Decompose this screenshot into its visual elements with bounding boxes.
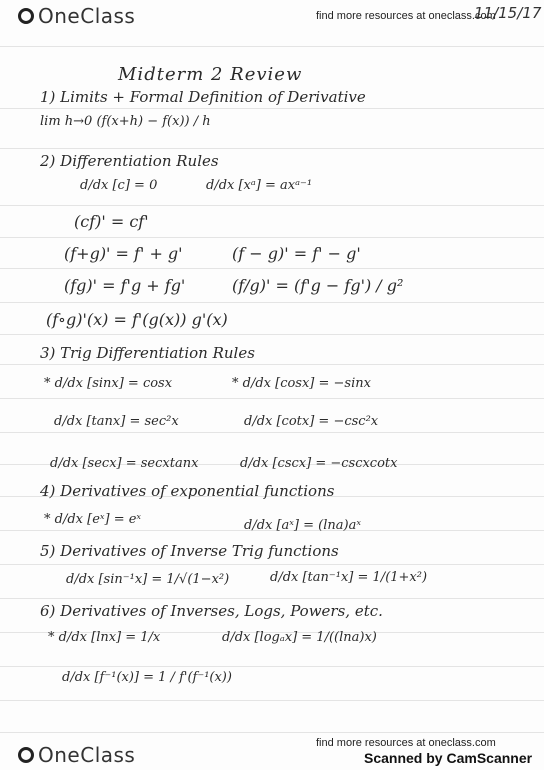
deriv-log-a: d/dx [logₐx] = 1/((lna)x) <box>222 630 377 645</box>
rule-constant: d/dx [c] = 0 <box>80 178 158 193</box>
ruled-line <box>0 398 544 399</box>
ruled-line <box>0 564 544 565</box>
find-more-link[interactable]: find more resources at oneclass.com <box>316 10 496 22</box>
scanner-watermark: Scanned by CamScanner <box>364 750 533 766</box>
note-date: 11/15/17 <box>474 4 542 22</box>
rule-sum: (f+g)' = f' + g' <box>64 244 183 263</box>
ruled-line <box>0 432 544 433</box>
rule-power: d/dx [xᵃ] = axᵃ⁻¹ <box>206 178 313 193</box>
page-title: Midterm 2 Review <box>118 64 303 85</box>
trig-tan: d/dx [tanx] = sec²x <box>54 414 179 429</box>
logo-text: OneClass <box>38 743 136 767</box>
logo-text: OneClass <box>38 4 136 28</box>
ruled-line <box>0 237 544 238</box>
limit-definition: lim h→0 (f(x+h) − f(x)) / h <box>40 114 211 129</box>
exp-e: * d/dx [eˣ] = eˣ <box>44 512 142 527</box>
trig-csc: d/dx [cscx] = −cscxcotx <box>240 456 398 471</box>
section-4-heading: 4) Derivatives of exponential functions <box>40 482 335 500</box>
ruled-line <box>0 334 544 335</box>
inverse-tan: d/dx [tan⁻¹x] = 1/(1+x²) <box>270 570 428 585</box>
ruled-line <box>0 700 544 701</box>
trig-sin: * d/dx [sinx] = cosx <box>44 376 173 391</box>
deriv-inverse-function: d/dx [f⁻¹(x)] = 1 / f'(f⁻¹(x)) <box>62 670 232 685</box>
ruled-line <box>0 364 544 365</box>
logo-ring-icon <box>18 747 34 763</box>
ruled-line <box>0 302 544 303</box>
oneclass-logo-footer[interactable] <box>18 743 135 767</box>
deriv-ln: * d/dx [lnx] = 1/x <box>48 630 161 645</box>
trig-cos: * d/dx [cosx] = −sinx <box>232 376 371 391</box>
section-2-heading: 2) Differentiation Rules <box>40 152 219 170</box>
ruled-line <box>0 732 544 733</box>
ruled-line <box>0 205 544 206</box>
rule-chain: (f∘g)'(x) = f'(g(x)) g'(x) <box>46 310 228 329</box>
exp-a: d/dx [aˣ] = (lna)aˣ <box>244 518 361 533</box>
section-3-heading: 3) Trig Differentiation Rules <box>40 344 255 362</box>
rule-product: (fg)' = f'g + fg' <box>64 276 186 295</box>
oneclass-logo[interactable] <box>18 4 135 28</box>
ruled-line <box>0 268 544 269</box>
ruled-line <box>0 148 544 149</box>
rule-difference: (f − g)' = f' − g' <box>232 244 361 263</box>
section-6-heading: 6) Derivatives of Inverses, Logs, Powers, etc. <box>40 602 383 620</box>
section-1-heading: 1) Limits + Formal Definition of Derivative <box>40 88 366 106</box>
ruled-line <box>0 108 544 109</box>
trig-sec: d/dx [secx] = secxtanx <box>50 456 199 471</box>
ruled-line <box>0 666 544 667</box>
rule-constant-multiple: (cf)' = cf' <box>74 212 149 231</box>
logo-ring-icon <box>18 8 34 24</box>
trig-cot: d/dx [cotx] = −csc²x <box>244 414 379 429</box>
ruled-line <box>0 598 544 599</box>
find-more-link-footer[interactable]: find more resources at oneclass.com <box>316 737 496 749</box>
ruled-line <box>0 46 544 47</box>
inverse-sin: d/dx [sin⁻¹x] = 1/√(1−x²) <box>66 572 230 587</box>
rule-quotient: (f/g)' = (f'g − fg') / g² <box>232 276 404 295</box>
section-5-heading: 5) Derivatives of Inverse Trig functions <box>40 542 339 560</box>
